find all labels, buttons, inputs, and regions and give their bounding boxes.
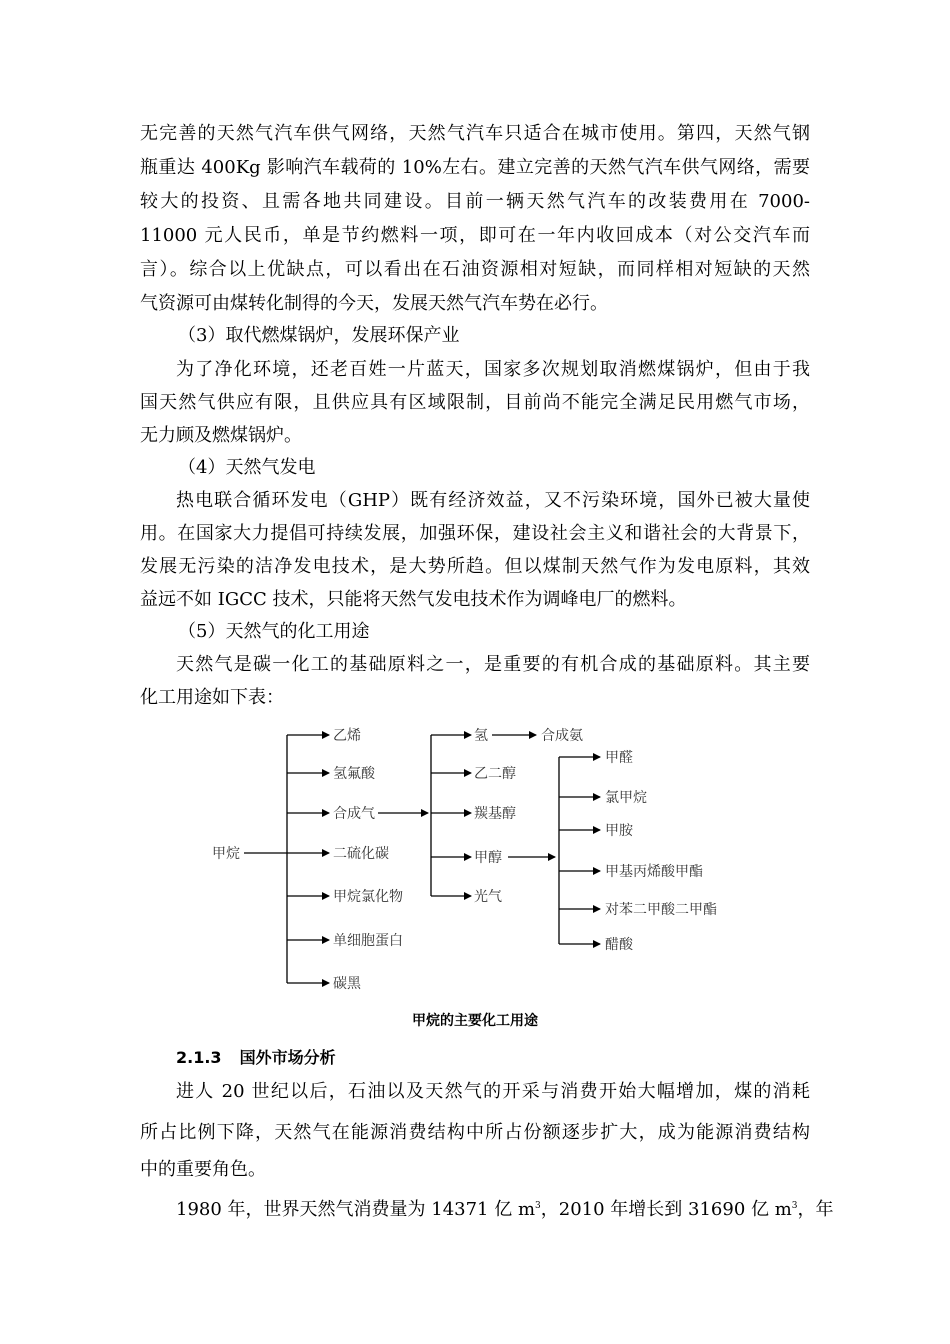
level2-label: 光气 [474, 889, 502, 905]
section-number: 2.1.3 [176, 1048, 222, 1067]
text-line: 热电联合循环发电（GHP）既有经济效益，又不污染环境，国外已被大量使 [176, 490, 810, 511]
last-line-part: ，年 [797, 1199, 834, 1220]
text-line: 化工用途如下表： [140, 687, 284, 708]
text-line: 用。在国家大力提倡可持续发展，加强环保，建设社会主义和谐社会的大背景下， [140, 523, 810, 544]
text-line: 中的重要角色。 [140, 1159, 266, 1180]
text-line: 国天然气供应有限，且供应具有区域限制，目前尚不能完全满足民用燃气市场， [140, 392, 810, 413]
superscript: 3 [791, 1201, 798, 1211]
level3-label: 氯甲烷 [605, 790, 647, 806]
section-title: 国外市场分析 [239, 1048, 336, 1067]
level2-label: 氢 [474, 728, 488, 744]
last-line-part: ，2010 年增长到 31690 亿 m [540, 1199, 792, 1220]
diagram-root-label: 甲烷 [212, 846, 240, 862]
text-line: 言）。综合以上优缺点，可以看出在石油资源相对短缺，而同样相对短缺的天然 [140, 259, 810, 280]
level1-label: 乙烯 [333, 728, 361, 744]
level3-label: 甲醛 [605, 750, 633, 766]
text-line: 较大的投资、且需各地共同建设。目前一辆天然气汽车的改装费用在 7000- [140, 191, 810, 212]
text-line: 为了净化环境，还老百姓一片蓝天，国家多次规划取消燃煤锅炉，但由于我 [176, 359, 810, 380]
text-line: 11000 元人民币，单是节约燃料一项，即可在一年内收回成本（对公交汽车而 [140, 225, 810, 246]
text-line: 益远不如 IGCC 技术，只能将天然气发电技术作为调峰电厂的燃料。 [140, 589, 687, 610]
text-line: 气资源可由煤转化制得的今天，发展天然气汽车势在必行。 [140, 293, 608, 314]
level1-label: 二硫化碳 [333, 846, 389, 862]
level3-label: 醋酸 [605, 937, 633, 953]
subheading: （3）取代燃煤锅炉，发展环保产业 [178, 325, 460, 346]
text-line: 所占比例下降，天然气在能源消费结构中所占份额逐步扩大，成为能源消费结构 [140, 1122, 810, 1143]
text-line: 瓶重达 400Kg 影响汽车载荷的 10%左右。建立完善的天然气汽车供气网络，需要 [140, 157, 810, 178]
level2-label: 羰基醇 [474, 806, 516, 822]
level1-label: 甲烷氯化物 [333, 889, 403, 905]
level3-label: 对苯二甲酸二甲酯 [605, 902, 717, 918]
superscript: 3 [535, 1201, 541, 1211]
level1-label: 合成气 [333, 806, 375, 822]
level1-label: 碳黑 [333, 976, 361, 992]
last-line-part: 1980 年，世界天然气消费量为 14371 亿 m [176, 1199, 536, 1220]
text-line: 天然气是碳一化工的基础原料之一，是重要的有机合成的基础原料。其主要 [176, 654, 810, 675]
hydrogen-product-label: 合成氨 [541, 728, 583, 744]
level3-label: 甲基丙烯酸甲酯 [605, 864, 703, 880]
text-line: 发展无污染的洁净发电技术，是大势所趋。但以煤制天然气作为发电原料，其效 [140, 556, 810, 577]
diagram-caption: 甲烷的主要化工用途 [412, 1013, 538, 1029]
level1-label: 单细胞蛋白 [333, 933, 403, 949]
section-heading [176, 1045, 336, 1068]
level1-label: 氢氟酸 [333, 766, 375, 782]
subheading: （4）天然气发电 [178, 457, 316, 478]
text-line: 无完善的天然气汽车供气网络，天然气汽车只适合在城市使用。第四，天然气钢 [140, 123, 810, 144]
level2-label: 甲醇 [474, 850, 502, 866]
text-line-last [176, 1196, 834, 1220]
text-line: 进人 20 世纪以后，石油以及天然气的开采与消费开始大幅增加，煤的消耗 [176, 1081, 810, 1102]
level2-label: 乙二醇 [474, 766, 516, 782]
level3-label: 甲胺 [605, 823, 633, 839]
text-line: 无力顾及燃煤锅炉。 [140, 425, 302, 446]
subheading: （5）天然气的化工用途 [178, 621, 370, 642]
